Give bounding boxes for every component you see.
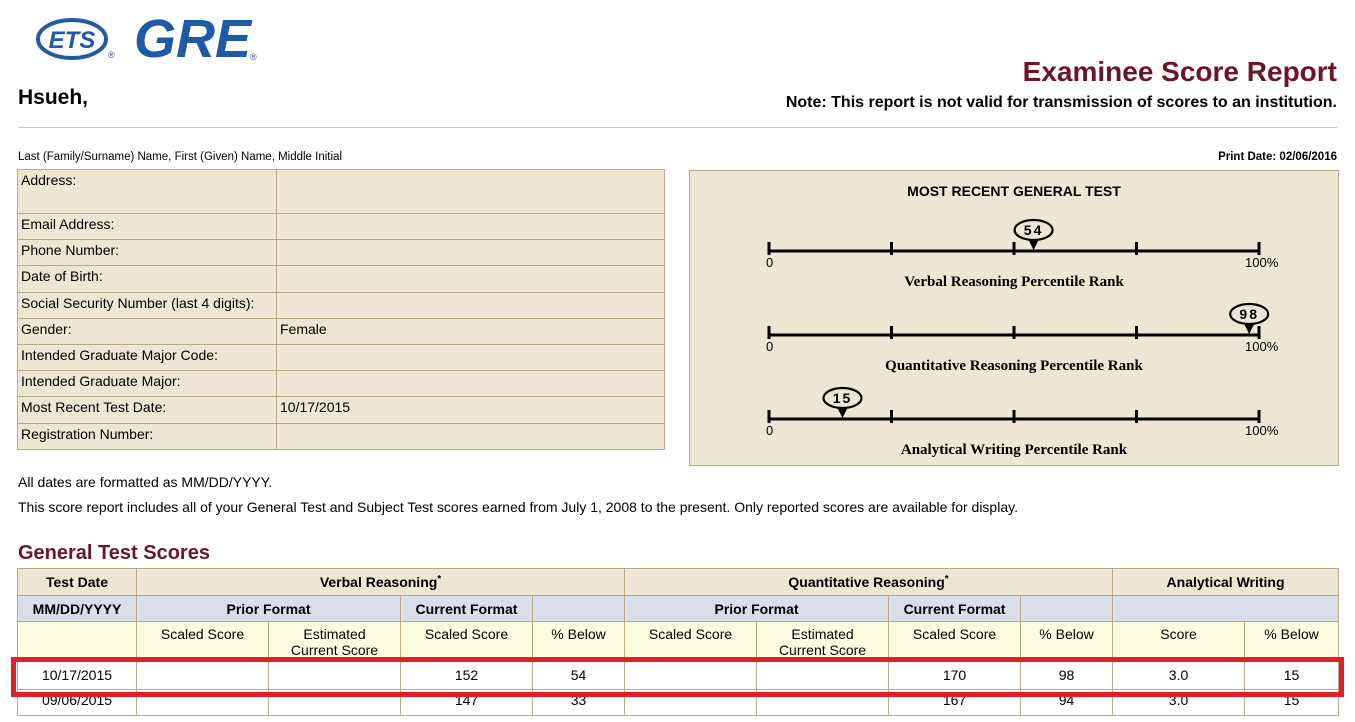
scale-max-label: 100%: [1245, 255, 1279, 270]
scores-subheader-row: [18, 622, 1339, 660]
cell-w-score: 3.0: [1113, 660, 1245, 690]
header-scaled: Scaled Score: [889, 622, 1021, 660]
scale-title: Quantitative Reasoning Percentile Rank: [885, 358, 1143, 374]
cell-v-prior-est: [269, 660, 401, 690]
info-row-address: [18, 170, 665, 214]
logo-gre-text: GRE: [134, 9, 252, 68]
header-score: Score: [1113, 622, 1245, 660]
percentile-value: 98: [1239, 306, 1259, 322]
cell-date: 09/06/2015: [18, 690, 137, 716]
cell-v-prior-scaled: [137, 690, 269, 716]
cell-v-prior-est: [269, 690, 401, 716]
info-label: Social Security Number (last 4 digits):: [18, 292, 277, 318]
report-title: Examinee Score Report: [1022, 56, 1337, 87]
info-label: Most Recent Test Date:: [18, 397, 277, 423]
info-label: Phone Number:: [18, 240, 277, 266]
info-value: [277, 371, 665, 397]
scale-min-label: 0: [766, 423, 774, 438]
info-row-phone: [18, 240, 665, 266]
cell-w-below: 15: [1245, 690, 1339, 716]
info-label: Gender:: [18, 318, 277, 344]
cell-q-prior-est: [757, 690, 889, 716]
cell-q-prior-scaled: [625, 690, 757, 716]
date-format-note: All dates are formatted as MM/DD/YYYY.: [18, 474, 273, 490]
header-below: % Below: [1021, 622, 1113, 660]
header-writing: Analytical Writing: [1113, 569, 1339, 596]
cell-q-scaled: 170: [889, 660, 1021, 690]
info-value: [277, 240, 665, 266]
header-quant-prior: Prior Format: [625, 596, 889, 622]
info-value: [277, 344, 665, 370]
general-test-scores-table: [17, 568, 1339, 716]
percentile-panel: [689, 170, 1339, 466]
info-row-email: [18, 214, 665, 240]
report-note: Note: This report is not valid for transmission of scores to an institution.: [785, 94, 1337, 111]
scale-max-label: 100%: [1245, 339, 1279, 354]
info-row-major: [18, 371, 665, 397]
cell-v-scaled: 147: [401, 690, 533, 716]
info-label: Intended Graduate Major:: [18, 371, 277, 397]
header-verbal: Verbal Reasoning*: [137, 569, 625, 596]
header-estimated: Estimated Current Score: [757, 622, 889, 660]
ets-gre-logo: [36, 8, 266, 68]
info-value: [277, 214, 665, 240]
print-date: Print Date: 02/06/2016: [1218, 151, 1337, 163]
cell-w-below: 15: [1245, 660, 1339, 690]
header-estimated: Estimated Current Score: [269, 622, 401, 660]
scale-min-label: 0: [766, 339, 774, 354]
coverage-note: This score report includes all of your General Test and Subject Test scores earned from July 1, 2008 to the present. Only reported scores are available for display.: [18, 499, 1018, 515]
header-below: % Below: [1245, 622, 1339, 660]
info-row-major-code: [18, 344, 665, 370]
info-label: Date of Birth:: [18, 266, 277, 292]
cell-q-scaled: 167: [889, 690, 1021, 716]
examinee-name: Hsueh,: [18, 86, 89, 109]
info-row-gender: [18, 318, 665, 344]
percentile-value: 54: [1023, 222, 1044, 238]
name-format-caption: Last (Family/Surname) Name, First (Given) Name, Middle Initial: [18, 151, 342, 163]
info-value: [277, 170, 665, 214]
cell-q-prior-scaled: [625, 660, 757, 690]
info-row-registration: [18, 423, 665, 449]
header-scaled: Scaled Score: [137, 622, 269, 660]
percentile-value: 15: [832, 390, 853, 406]
scale-title: Analytical Writing Percentile Rank: [900, 442, 1128, 458]
header-scaled: Scaled Score: [625, 622, 757, 660]
table-row: [18, 660, 1339, 690]
cell-v-below: 33: [533, 690, 625, 716]
info-value: [277, 423, 665, 449]
info-label: Registration Number:: [18, 423, 277, 449]
scale-min-label: 0: [766, 255, 774, 270]
header-verbal-prior: Prior Format: [137, 596, 401, 622]
cell-q-below: 94: [1021, 690, 1113, 716]
cell-v-below: 54: [533, 660, 625, 690]
info-value: Female: [277, 318, 665, 344]
info-label: Email Address:: [18, 214, 277, 240]
cell-v-prior-scaled: [137, 660, 269, 690]
cell-v-scaled: 152: [401, 660, 533, 690]
scale-max-label: 100%: [1245, 423, 1279, 438]
info-value: [277, 292, 665, 318]
section-title: General Test Scores: [18, 542, 210, 564]
header-test-date: Test Date: [18, 569, 137, 596]
cell-q-prior-est: [757, 660, 889, 690]
percentile-scales: [690, 171, 1340, 467]
header-below: % Below: [533, 622, 625, 660]
info-label: Address:: [18, 170, 277, 214]
scores-header-row: [18, 569, 1339, 596]
logo-gre-reg: ®: [250, 52, 257, 62]
info-row-ssn: [18, 292, 665, 318]
header-verbal-current: Current Format: [401, 596, 533, 622]
info-row-dob: [18, 266, 665, 292]
scale-title: Verbal Reasoning Percentile Rank: [904, 274, 1124, 290]
header-quant-current: Current Format: [889, 596, 1021, 622]
cell-date: 10/17/2015: [18, 660, 137, 690]
info-row-test-date: [18, 397, 665, 423]
cell-w-score: 3.0: [1113, 690, 1245, 716]
logo-ets-text: ETS: [48, 27, 96, 54]
examinee-info-table: [17, 169, 665, 450]
info-label: Intended Graduate Major Code:: [18, 344, 277, 370]
header-scaled: Scaled Score: [401, 622, 533, 660]
info-value: 10/17/2015: [277, 397, 665, 423]
header-quant: Quantitative Reasoning*: [625, 569, 1113, 596]
table-row: [18, 690, 1339, 716]
info-value: [277, 266, 665, 292]
scores-format-row: [18, 596, 1339, 622]
panel-title: MOST RECENT GENERAL TEST: [907, 183, 1121, 199]
header-divider: [18, 127, 1337, 128]
header-date-format: MM/DD/YYYY: [18, 596, 137, 622]
cell-q-below: 98: [1021, 660, 1113, 690]
logo-ets-reg: ®: [108, 50, 115, 60]
